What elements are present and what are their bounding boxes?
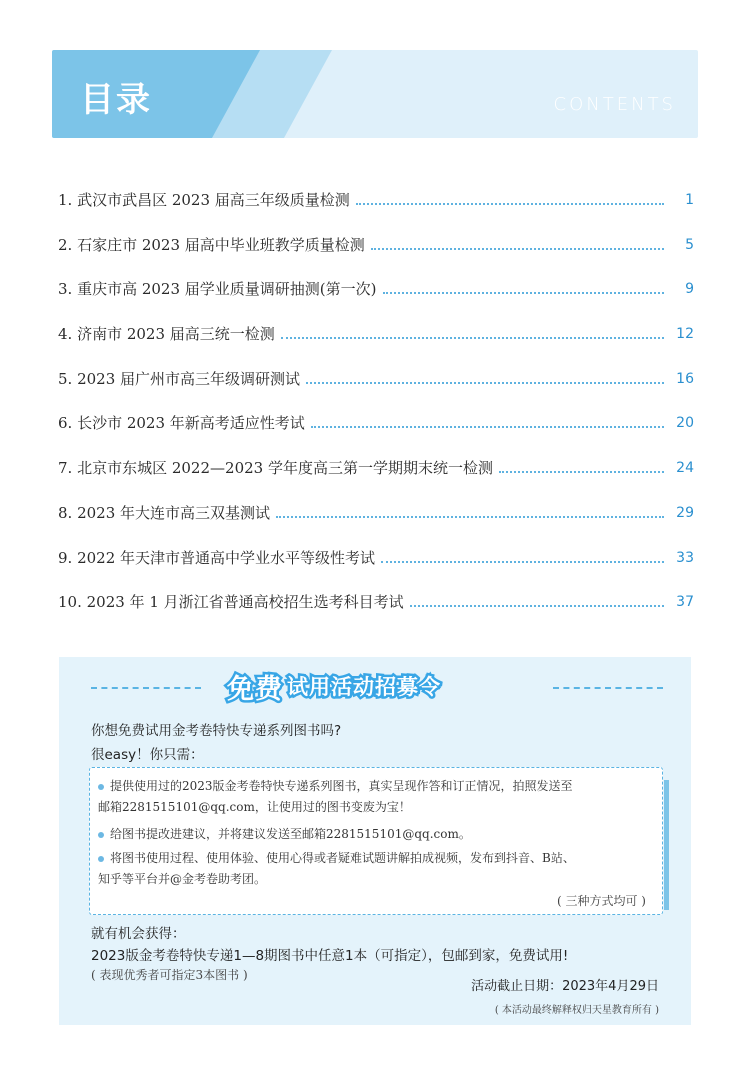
dashed-divider: [553, 687, 663, 689]
toc-page-number: 5: [685, 236, 694, 253]
promo-question: 你想免费试用金考卷特快专递系列图书吗?: [91, 723, 342, 739]
bullet-dot-icon: [98, 832, 104, 838]
toc-entry[interactable]: [58, 503, 694, 548]
page-subtitle: CONTENTS: [553, 94, 676, 115]
toc-leader-dots: [499, 471, 664, 473]
toc-leader-dots: [383, 292, 665, 294]
promo-step-line: 提供使用过的2023版金考卷特快专递系列图书，真实呈现作答和订正情况，拍照发送至: [110, 779, 573, 793]
toc-page-number: 37: [676, 594, 694, 611]
free-trial-promo: [59, 657, 691, 1025]
table-of-contents: [58, 190, 694, 637]
any-way-note: ( 三种方式均可 ): [557, 894, 646, 908]
toc-page-number: 1: [685, 192, 694, 208]
toc-entry-label: 7. 北京市东城区 2022—2023 学年度高三第一学期期末统一检测: [58, 459, 493, 478]
toc-leader-dots: [306, 382, 664, 384]
toc-page-number: 12: [676, 326, 694, 343]
page-title: 目录: [80, 80, 152, 120]
toc-entry-label: 10. 2023 年 1 月浙江省普通高校招生选考科目考试: [58, 593, 404, 612]
toc-page-number: 20: [676, 415, 694, 432]
toc-entry-label: 5. 2023 届广州市高三年级调研测试: [58, 369, 301, 388]
promo-heading-text: [213, 669, 455, 703]
toc-leader-dots: [371, 248, 664, 250]
promo-step-line: 知乎等平台并@金考卷助考团。: [98, 872, 267, 886]
toc-entry-label: 3. 重庆市高 2023 届学业质量调研抽测(第一次): [58, 280, 377, 299]
promo-step: [98, 848, 638, 890]
toc-entry[interactable]: [58, 458, 694, 503]
toc-entry[interactable]: [58, 369, 694, 414]
contents-banner: [52, 50, 698, 138]
dashed-divider: [91, 687, 201, 689]
toc-entry-label: 6. 长沙市 2023 年新高考适应性考试: [58, 414, 305, 433]
toc-entry[interactable]: [58, 279, 694, 324]
toc-entry[interactable]: [58, 548, 694, 593]
promo-deadline: 活动截止日期：2023年4月29日: [471, 979, 659, 994]
gain-detail: 2023版金考卷特快专递1—8期图书中任意1本（可指定），包邮到家，免费试用!: [91, 948, 569, 964]
promo-step-line: 给图书提改进建议，并将建议发送至邮箱2281515101@qq.com。: [110, 827, 471, 841]
toc-leader-dots: [281, 337, 664, 339]
promo-step: [98, 776, 638, 818]
promo-step-line: 邮箱2281515101@qq.com，让使用过的图书变废为宝！: [98, 800, 411, 814]
toc-entry[interactable]: [58, 324, 694, 369]
toc-entry-label: 1. 武汉市武昌区 2023 届高三年级质量检测: [58, 191, 350, 209]
toc-leader-dots: [356, 203, 664, 205]
toc-entry[interactable]: [58, 190, 694, 235]
toc-page-number: 24: [676, 460, 694, 477]
toc-leader-dots: [311, 426, 664, 428]
bullet-dot-icon: [98, 856, 104, 862]
toc-page-number: 9: [685, 281, 694, 298]
promo-heading-big: 免费: [227, 673, 283, 705]
promo-easy-text: 很easy！你只需：: [91, 747, 204, 763]
toc-entry-label: 2. 石家庄市 2023 届高中毕业班教学质量检测: [58, 235, 365, 254]
gain-note: ( 表现优秀者可指定3本图书 ): [91, 968, 248, 982]
gain-title: 就有机会获得：: [91, 926, 186, 942]
promo-heading-small: 试用活动招募令: [287, 675, 441, 699]
toc-page-number: 33: [676, 549, 694, 566]
toc-leader-dots: [276, 516, 664, 518]
toc-leader-dots: [410, 605, 664, 607]
toc-entry[interactable]: [58, 235, 694, 280]
promo-rights-note: ( 本活动最终解释权归天星教育所有 ): [494, 1005, 659, 1016]
promo-step-line: 将图书使用过程、使用体验、使用心得或者疑难试题讲解拍成视频，发布到抖音、B站、: [110, 851, 575, 865]
promo-step: [98, 824, 638, 845]
toc-entry[interactable]: [58, 413, 694, 458]
toc-page-number: 16: [676, 370, 694, 387]
box-side-accent: [664, 780, 669, 910]
toc-entry-label: 9. 2022 年天津市普通高中学业水平等级性考试: [58, 548, 376, 567]
toc-entry-label: 8. 2023 年大连市高三双基测试: [58, 503, 271, 522]
toc-entry-label: 4. 济南市 2023 届高三统一检测: [58, 325, 275, 344]
promo-steps-box: [89, 767, 663, 915]
promo-heading: [91, 669, 663, 705]
bullet-dot-icon: [98, 784, 104, 790]
toc-leader-dots: [381, 561, 664, 563]
toc-page-number: 29: [676, 504, 694, 521]
toc-entry[interactable]: [58, 592, 694, 637]
